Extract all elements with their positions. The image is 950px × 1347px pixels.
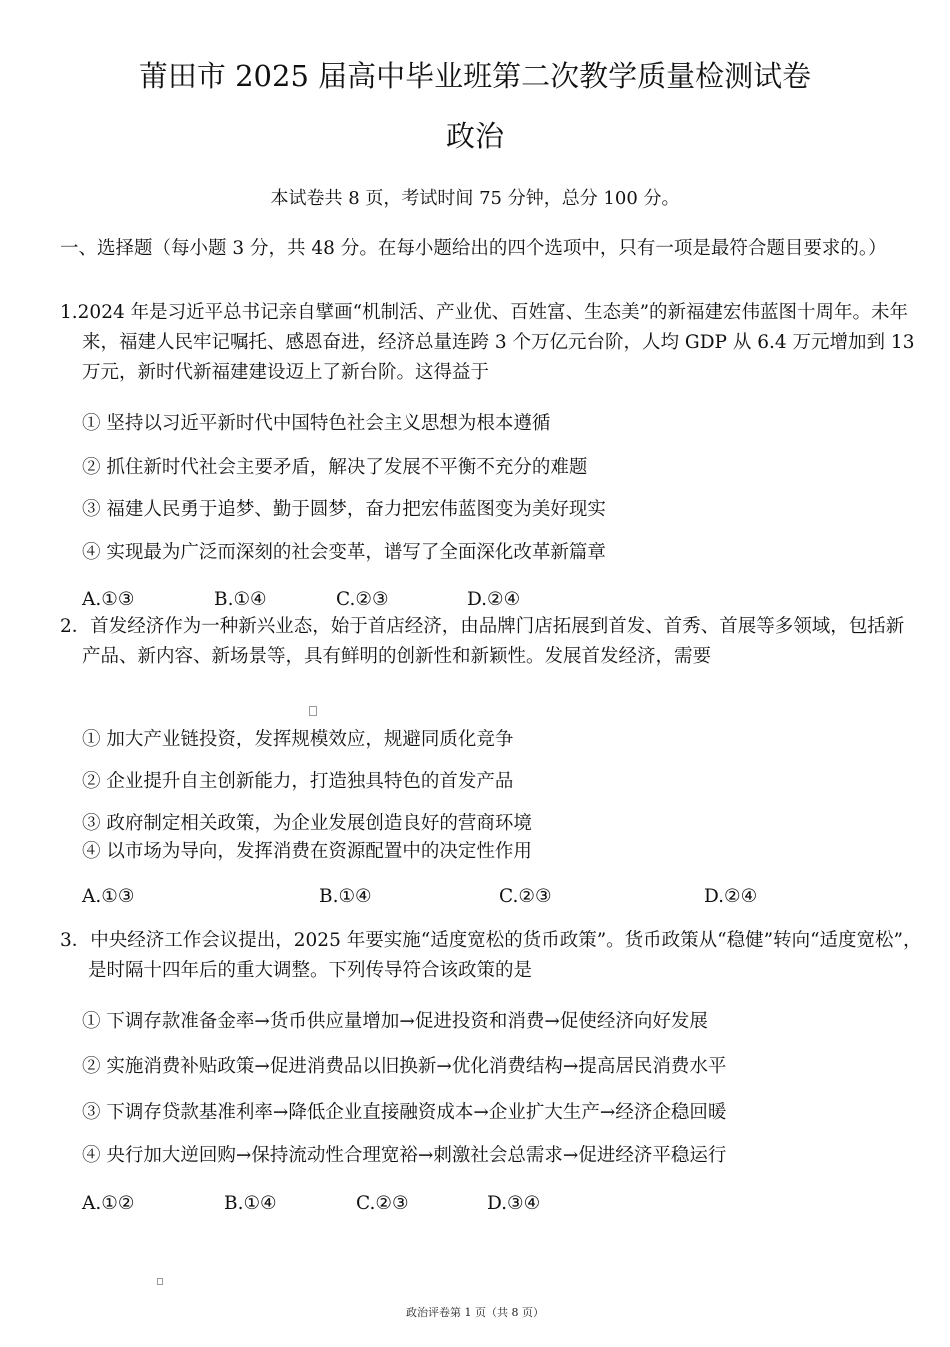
question-3-answer-b[interactable]: B.①④ — [224, 1193, 277, 1214]
question-3-answer-d[interactable]: D.③④ — [487, 1193, 541, 1214]
exam-info: 本试卷共 8 页，考试时间 75 分钟，总分 100 分。 — [270, 188, 680, 209]
question-3-answer-c[interactable]: C.②③ — [356, 1193, 409, 1214]
question-2-answer-d[interactable]: D.②④ — [704, 886, 758, 907]
question-2-answers — [82, 884, 882, 910]
question-2-option-3: ③ 政府制定相关政策，为企业发展创造良好的营商环境 — [82, 813, 532, 834]
question-1-answers — [82, 587, 882, 613]
question-3-answer-a[interactable]: A.①② — [82, 1193, 135, 1214]
question-1-stem: 1.2024 年是习近平总书记亲自擘画“机制活、产业优、百姓富、生态美”的新福建宏伟蓝图十周年。未年来，福建人民牢记嘱托、感恩奋进，经济总量连跨 3 个万亿元台阶，人均 GDP 从 6.4 万元增加到 13 万元，新时代新福建建设迈上了新台阶。这得益于 — [60, 302, 915, 383]
question-1-option-3: ③ 福建人民勇于追梦、勤于圆梦，奋力把宏伟蓝图变为美好现实 — [82, 499, 606, 520]
question-1-option-1: ① 坚持以习近平新时代中国特色社会主义思想为根本遵循 — [82, 413, 551, 434]
question-1-answer-c[interactable]: C.②③ — [336, 589, 389, 610]
section-heading: 一、选择题（每小题 3 分，共 48 分。在每小题给出的四个选项中，只有一项是最符合题目要求的。） — [60, 238, 887, 259]
question-3-answers — [82, 1191, 882, 1217]
scan-artifact-mark — [309, 706, 317, 716]
page-title: 莆田市 2025 届高中毕业班第二次教学质量检测试卷 — [138, 59, 812, 93]
question-1-option-4: ④ 实现最为广泛而深刻的社会变革，谱写了全面深化改革新篇章 — [82, 542, 606, 563]
question-1-option-2: ② 抓住新时代社会主要矛盾，解决了发展不平衡不充分的难题 — [82, 457, 588, 478]
subject-title: 政治 — [445, 119, 504, 153]
question-1-answer-a[interactable]: A.①③ — [82, 589, 135, 610]
question-1-answer-b[interactable]: B.①④ — [214, 589, 267, 610]
question-3-stem: 3．中央经济工作会议提出，2025 年要实施“适度宽松的货币政策”。货币政策从“稳健”转向“适度宽松”，是时隔十四年后的重大调整。下列传导符合该政策的是 — [60, 930, 922, 981]
question-1-answer-d[interactable]: D.②④ — [467, 589, 521, 610]
question-3-option-3: ③ 下调存贷款基准利率→降低企业直接融资成本→企业扩大生产→经济企稳回暖 — [82, 1102, 727, 1123]
question-2-option-4: ④ 以市场为导向，发挥消费在资源配置中的决定性作用 — [82, 841, 532, 862]
question-2-stem: 2．首发经济作为一种新兴业态，始于首店经济，由品牌门店拓展到首发、首秀、首展等多领域，包括新产品、新内容、新场景等，具有鲜明的创新性和新颖性。发展首发经济，需要 — [60, 616, 905, 667]
page-footer: 政治评卷第 1 页（共 8 页） — [406, 1306, 544, 1319]
question-2-option-1: ① 加大产业链投资，发挥规模效应，规避同质化竞争 — [82, 729, 514, 750]
question-3-option-4: ④ 央行加大逆回购→保持流动性合理宽裕→刺激社会总需求→促进经济平稳运行 — [82, 1145, 727, 1166]
scan-artifact-mark — [157, 1278, 163, 1285]
question-2-answer-c[interactable]: C.②③ — [499, 886, 552, 907]
question-2-answer-a[interactable]: A.①③ — [82, 886, 135, 907]
question-3-option-2: ② 实施消费补贴政策→促进消费品以旧换新→优化消费结构→提高居民消费水平 — [82, 1056, 727, 1077]
question-3-option-1: ① 下调存款准备金率→货币供应量增加→促进投资和消费→促使经济向好发展 — [82, 1011, 708, 1032]
question-2-answer-b[interactable]: B.①④ — [319, 886, 372, 907]
question-2-option-2: ② 企业提升自主创新能力，打造独具特色的首发产品 — [82, 771, 514, 792]
